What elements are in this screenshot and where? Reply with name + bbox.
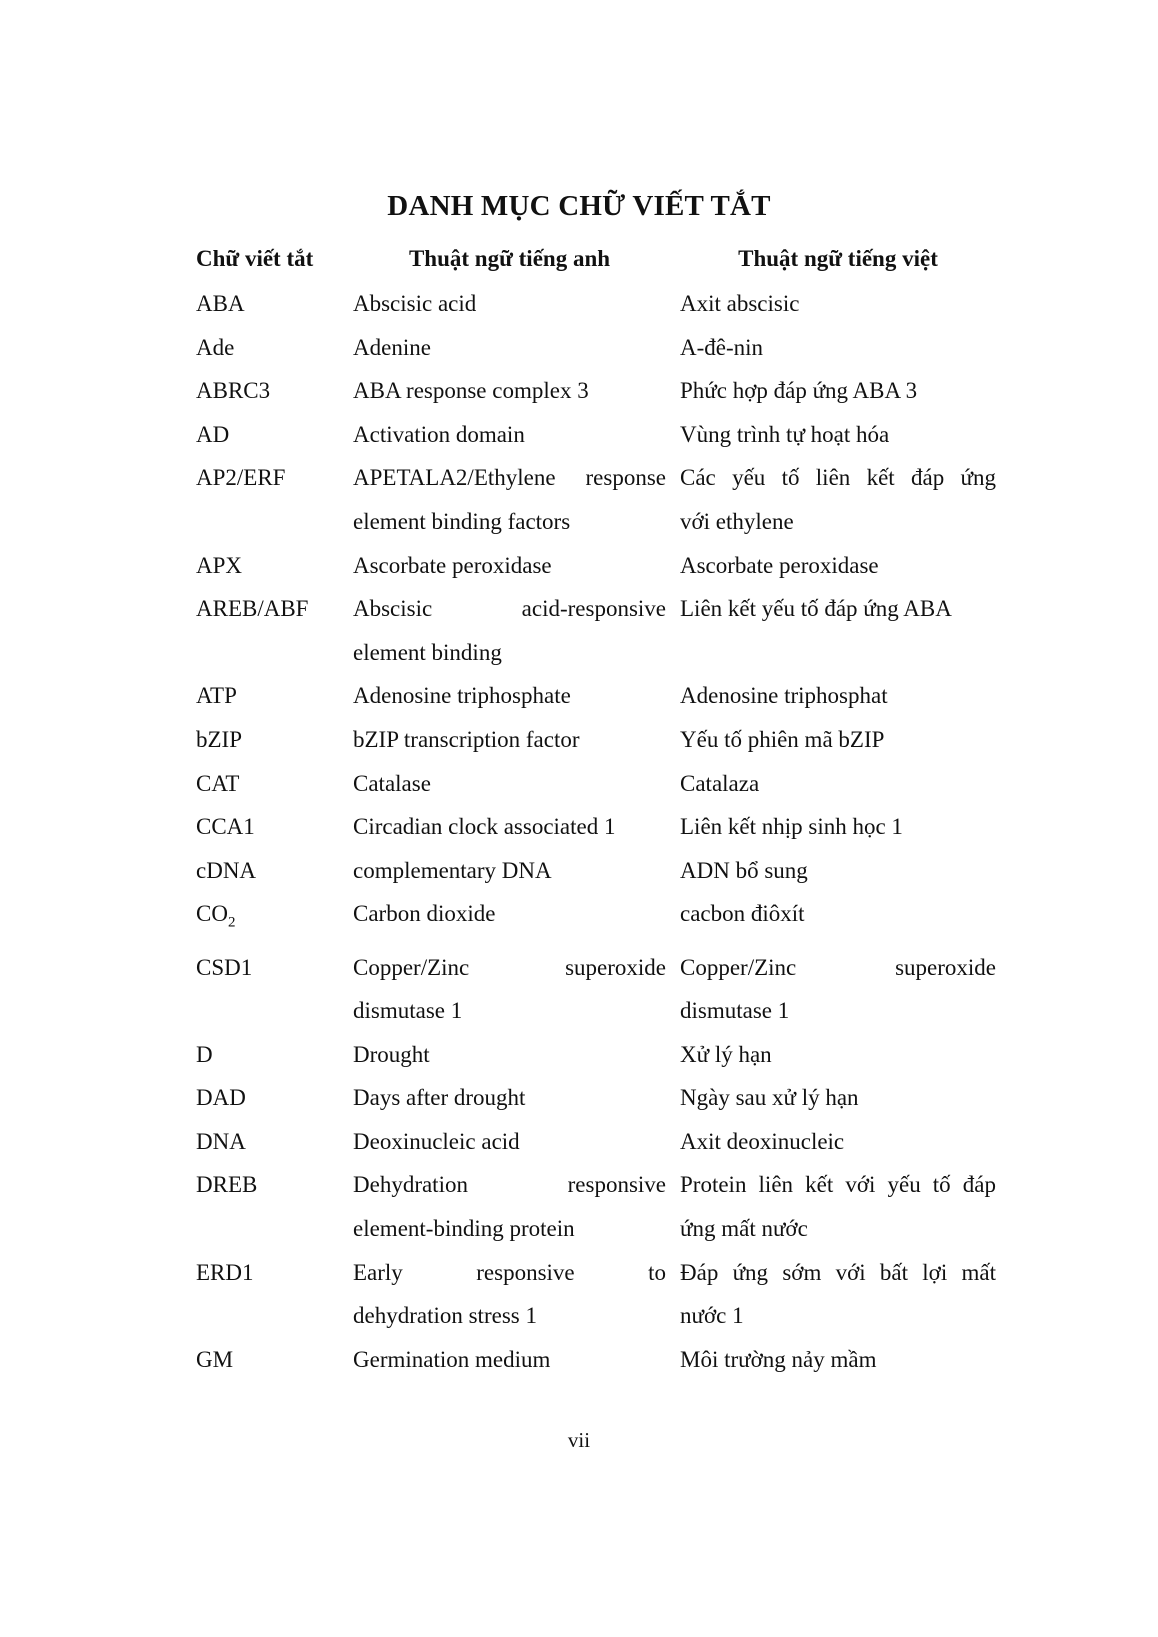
abbreviation-cell [196, 762, 353, 806]
abbreviation-text: AREB/ABF [196, 596, 309, 622]
abbreviation-cell [196, 1033, 353, 1077]
table-row [196, 1076, 996, 1120]
abbreviation-cell [196, 805, 353, 849]
vietnamese-term-line-2: dismutase 1 [680, 998, 790, 1024]
english-term-cell [353, 892, 680, 945]
vietnamese-term-cell [680, 282, 996, 326]
english-term-text: Ascorbate peroxidase [353, 552, 552, 578]
english-term-cell [353, 946, 680, 1033]
vietnamese-term-cell [680, 587, 996, 674]
abbreviation-text: DNA [196, 1128, 246, 1154]
table-row [196, 849, 996, 893]
vietnamese-term-cell [680, 1163, 996, 1250]
table-row [196, 413, 996, 457]
english-term-cell [353, 718, 680, 762]
english-term-text: Days after drought [353, 1085, 526, 1111]
vietnamese-term-text: Adenosine triphosphat [680, 683, 888, 709]
english-term-line-2: element-binding protein [353, 1216, 575, 1242]
vietnamese-term-line-2: nước 1 [680, 1303, 744, 1329]
abbreviation-text: AP2/ERF [196, 465, 286, 491]
abbreviation-text: AD [196, 421, 230, 447]
table-header-row [196, 236, 996, 282]
abbreviation-cell [196, 1163, 353, 1250]
page-title: DANH MỤC CHỮ VIẾT TẮT [387, 190, 771, 222]
abbreviation-cell [196, 544, 353, 588]
abbreviation-text: CAT [196, 770, 240, 796]
abbreviation-cell [196, 718, 353, 762]
table-row [196, 282, 996, 326]
english-term-line-1: Dehydration responsive [353, 1172, 666, 1198]
english-term-cell [353, 369, 680, 413]
vietnamese-term-cell [680, 456, 996, 543]
abbreviation-text: CCA1 [196, 814, 255, 840]
abbreviation-cell [196, 946, 353, 1033]
abbreviation-text: ERD1 [196, 1259, 254, 1285]
table-row [196, 544, 996, 588]
table-row [196, 1251, 996, 1338]
english-term-text: Activation domain [353, 421, 525, 447]
table-row [196, 369, 996, 413]
header-vietnamese-term: Thuật ngữ tiếng việt [738, 246, 938, 271]
english-term-cell [353, 544, 680, 588]
english-term-text: Germination medium [353, 1346, 551, 1372]
english-term-line-2: element binding factors [353, 508, 571, 534]
vietnamese-term-text: Ascorbate peroxidase [680, 552, 879, 578]
table-row [196, 718, 996, 762]
abbreviation-text: CO [196, 901, 228, 927]
abbreviation-text: ABA [196, 291, 245, 316]
table-row [196, 946, 996, 1033]
vietnamese-term-cell [680, 718, 996, 762]
english-term-cell [353, 674, 680, 718]
vietnamese-term-cell [680, 762, 996, 806]
abbreviation-text: cDNA [196, 857, 257, 883]
vietnamese-term-line-1: Copper/Zinc superoxide [680, 954, 996, 980]
vietnamese-term-text: A-đê-nin [680, 334, 764, 360]
header-abbreviation: Chữ viết tắt [196, 246, 314, 271]
abbreviation-cell [196, 1120, 353, 1164]
table-row [196, 674, 996, 718]
vietnamese-term-line-2: với ethylene [680, 508, 794, 534]
vietnamese-term-text: Liên kết nhịp sinh học 1 [680, 814, 903, 840]
vietnamese-term-text: Xử lý hạn [680, 1041, 772, 1067]
english-term-cell [353, 1338, 680, 1382]
table-row [196, 892, 996, 945]
vietnamese-term-cell [680, 369, 996, 413]
vietnamese-term-cell [680, 946, 996, 1033]
vietnamese-term-cell [680, 544, 996, 588]
vietnamese-term-cell [680, 849, 996, 893]
abbreviation-cell [196, 369, 353, 413]
table-row [196, 1163, 996, 1250]
english-term-text: Carbon dioxide [353, 901, 496, 927]
table-row [196, 326, 996, 370]
table-row [196, 805, 996, 849]
vietnamese-term-cell [680, 892, 996, 945]
vietnamese-term-text: Axit abscisic [680, 291, 800, 316]
abbreviation-cell [196, 1338, 353, 1382]
english-term-line-1: APETALA2/Ethylene response [353, 465, 666, 491]
vietnamese-term-line-1: Các yếu tố liên kết đáp ứng [680, 465, 996, 491]
english-term-text: Adenine [353, 334, 431, 360]
english-term-text: Catalase [353, 770, 431, 796]
abbreviation-subscript: 2 [227, 914, 236, 931]
english-term-line-2: dehydration stress 1 [353, 1303, 537, 1329]
vietnamese-term-cell [680, 1251, 996, 1338]
vietnamese-term-line-1: Đáp ứng sớm với bất lợi mất [680, 1259, 996, 1285]
abbreviation-cell [196, 1076, 353, 1120]
english-term-line-1: Abscisic acid-responsive [353, 596, 666, 622]
vietnamese-term-cell [680, 1338, 996, 1382]
english-term-cell [353, 805, 680, 849]
vietnamese-term-line-2: ứng mất nước [680, 1216, 808, 1242]
table-row [196, 762, 996, 806]
vietnamese-term-cell [680, 1120, 996, 1164]
abbreviation-cell [196, 326, 353, 370]
vietnamese-term-cell [680, 413, 996, 457]
abbreviation-text: Ade [196, 334, 235, 360]
vietnamese-term-text: cacbon điôxít [680, 901, 805, 927]
vietnamese-term-text: Ngày sau xử lý hạn [680, 1085, 859, 1111]
english-term-line-2: element binding [353, 639, 502, 665]
english-term-text: Circadian clock associated 1 [353, 814, 616, 840]
vietnamese-term-text: Yếu tố phiên mã bZIP [680, 726, 885, 752]
english-term-cell [353, 849, 680, 893]
abbreviation-cell [196, 849, 353, 893]
english-term-cell [353, 1251, 680, 1338]
abbreviation-text: D [196, 1041, 213, 1067]
abbreviation-cell [196, 413, 353, 457]
table-row [196, 1338, 996, 1382]
vietnamese-term-cell [680, 1076, 996, 1120]
table-row [196, 1033, 996, 1077]
abbreviation-text: APX [196, 552, 243, 578]
abbreviation-text: DREB [196, 1172, 258, 1198]
english-term-cell [353, 456, 680, 543]
table-row [196, 1120, 996, 1164]
english-term-cell [353, 326, 680, 370]
english-term-cell [353, 587, 680, 674]
vietnamese-term-text: Vùng trình tự hoạt hóa [680, 421, 890, 447]
abbreviation-text: CSD1 [196, 954, 253, 980]
vietnamese-term-cell [680, 674, 996, 718]
vietnamese-term-text: Catalaza [680, 770, 760, 796]
abbreviation-text: ABRC3 [196, 378, 271, 404]
english-term-text: Abscisic acid [353, 291, 477, 316]
abbreviation-text: ATP [196, 683, 237, 709]
abbreviation-cell [196, 587, 353, 674]
english-term-text: Deoxinucleic acid [353, 1128, 520, 1154]
vietnamese-term-cell [680, 1033, 996, 1077]
vietnamese-term-text: ADN bổ sung [680, 857, 808, 883]
abbreviation-cell [196, 282, 353, 326]
vietnamese-term-line-1: Protein liên kết với yếu tố đáp [680, 1172, 996, 1198]
english-term-text: Drought [353, 1041, 430, 1067]
english-term-cell [353, 413, 680, 457]
table-row [196, 587, 996, 674]
english-term-line-2: dismutase 1 [353, 998, 463, 1024]
header-english-term: Thuật ngữ tiếng anh [408, 246, 611, 271]
abbreviation-text: GM [196, 1346, 234, 1372]
english-term-cell [353, 1120, 680, 1164]
english-term-cell [353, 282, 680, 326]
english-term-cell [353, 762, 680, 806]
english-term-cell [353, 1076, 680, 1120]
abbreviation-cell [196, 456, 353, 543]
english-term-text: bZIP transcription factor [353, 726, 580, 752]
abbreviation-cell [196, 1251, 353, 1338]
english-term-cell [353, 1163, 680, 1250]
english-term-cell [353, 1033, 680, 1077]
page-number: vii [567, 1428, 591, 1452]
abbreviation-cell [196, 892, 353, 945]
vietnamese-term-text: Axit deoxinucleic [680, 1128, 845, 1154]
english-term-line-1: Copper/Zinc superoxide [353, 954, 666, 980]
english-term-text: complementary DNA [353, 857, 552, 883]
abbreviation-text: bZIP [196, 726, 242, 752]
vietnamese-term-text: Phức hợp đáp ứng ABA 3 [680, 378, 918, 404]
abbreviation-text: DAD [196, 1085, 246, 1111]
table-row [196, 456, 996, 543]
vietnamese-term-cell [680, 805, 996, 849]
vietnamese-term-cell [680, 326, 996, 370]
english-term-line-1: Early responsive to [353, 1259, 666, 1285]
english-term-text: Adenosine triphosphate [353, 683, 571, 709]
abbreviation-cell [196, 674, 353, 718]
english-term-text: ABA response complex 3 [353, 378, 589, 404]
vietnamese-term-text: Liên kết yếu tố đáp ứng ABA [680, 596, 952, 622]
abbreviations-table [196, 236, 996, 1381]
vietnamese-term-text: Môi trường nảy mầm [680, 1346, 877, 1372]
